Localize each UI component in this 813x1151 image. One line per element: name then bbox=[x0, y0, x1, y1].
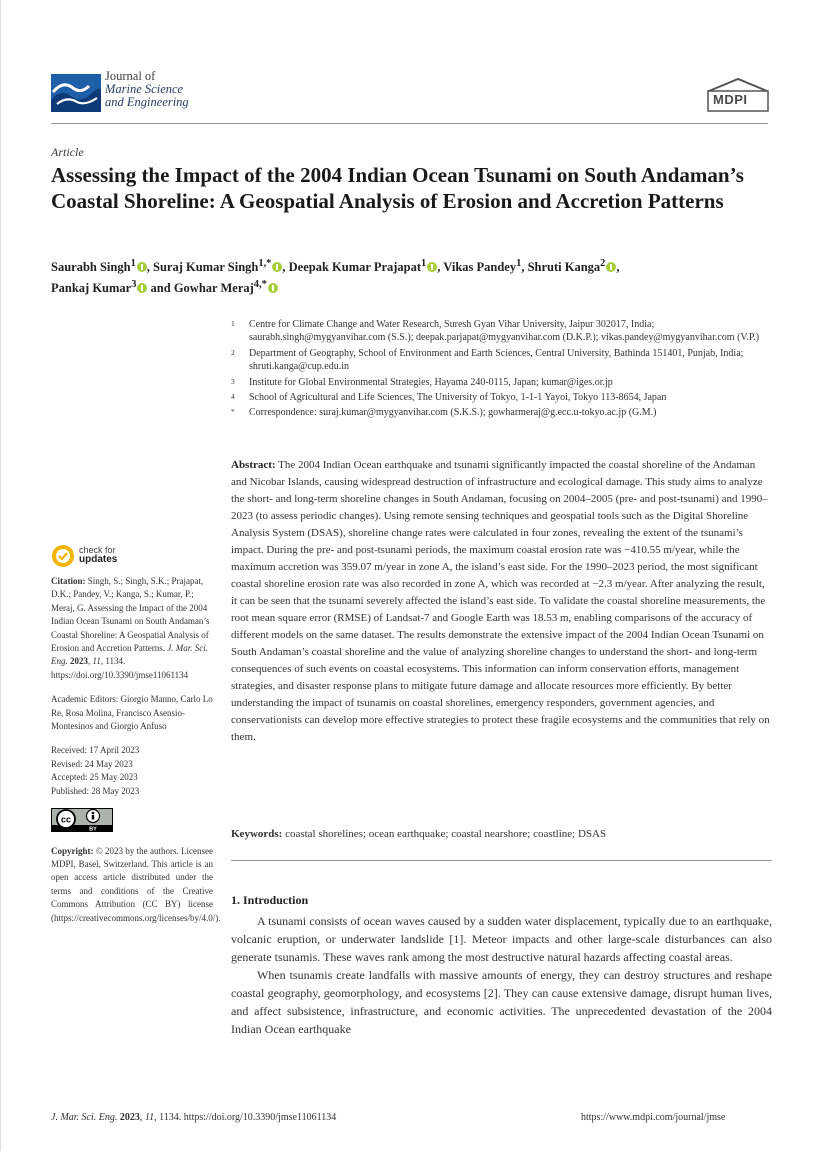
affiliation-item bbox=[231, 391, 771, 404]
author-sup: 2 bbox=[600, 258, 606, 269]
footer-journal-url[interactable]: https://www.mdpi.com/journal/jmse bbox=[581, 1112, 726, 1123]
section-heading: 1. Introduction bbox=[231, 893, 309, 907]
journal-logo-icon bbox=[51, 70, 103, 114]
header-divider bbox=[51, 123, 768, 124]
revised-date: Revised: 24 May 2023 bbox=[51, 758, 133, 769]
cc-text: cc bbox=[60, 814, 72, 825]
author: Pankaj Kumar bbox=[51, 281, 132, 296]
copyright-text: © 2023 by the authors. Licensee MDPI, Basel, Switzerland. This article is an open access article distributed under the terms and conditions of the Creative Commons Attribution (CC BY) license (https://creativecommons.org/licenses/by/4.0/). bbox=[51, 845, 221, 923]
journal-name bbox=[105, 70, 265, 109]
author: Gowhar Meraj bbox=[173, 281, 254, 296]
abstract bbox=[231, 457, 772, 746]
footer-year: 2023 bbox=[119, 1112, 140, 1123]
sidebar bbox=[51, 575, 221, 936]
mdpi-logo-text: MDPI bbox=[713, 92, 748, 107]
article-type: Article bbox=[51, 145, 84, 159]
received-date: Received: 17 April 2023 bbox=[51, 745, 140, 756]
check-line1: check for bbox=[79, 545, 116, 555]
author-sup: 1 bbox=[130, 258, 136, 269]
citation: Citation: Singh, S.; Singh, S.K.; Prajapat, D.K.; Pandey, V.; Kanga, S.; Kumar, P.; Meraj, G. Assessing the Impact of the 2004 Indian Ocean Tsunami on South Andaman’s Coastal Shoreline: A Geospatial Analysis of Erosion and Accretion Patterns. J. Mar. Sci. Eng. 2023, 11, 1134. https://doi.org/10.3390/jmse11061134 bbox=[51, 576, 210, 680]
affiliation-number: 3 bbox=[231, 376, 235, 386]
orcid-icon[interactable] bbox=[272, 262, 282, 272]
cc-by-text: BY bbox=[89, 826, 97, 833]
check-for-updates-badge[interactable] bbox=[51, 544, 171, 570]
affiliation-number: 2 bbox=[231, 347, 235, 357]
keywords bbox=[231, 826, 772, 843]
citation-year: 2023 bbox=[70, 656, 88, 667]
footer-doi[interactable]: , 1134. https://doi.org/10.3390/jmse11061134 bbox=[154, 1112, 337, 1123]
affiliations bbox=[231, 318, 771, 422]
journal-name-line3: and Engineering bbox=[105, 95, 189, 109]
citation-text: Singh, S.; Singh, S.K.; Prajapat, D.K.; Pandey, V.; Kanga, S.; Kumar, P.; Meraj, G. Assessing the Impact of the 2004 Indian Ocean Tsunami on South Andaman’s Coastal Shoreline: A Geospatial Analysis of Erosion and Accretion Patterns. bbox=[51, 576, 210, 654]
check-for-updates-label bbox=[79, 545, 117, 565]
correspondence-text: Correspondence: suraj.kumar@mygyanvihar.com (S.K.S.); gowharmeraj@g.ecc.u-tokyo.ac.jp (G.M.) bbox=[249, 407, 657, 419]
paper-title: Assessing the Impact of the 2004 Indian Ocean Tsunami on South Andaman’s Coastal Shoreline: A Geospatial Analysis of Erosion and Accretion Patterns bbox=[51, 163, 744, 213]
affiliation-text: Institute for Global Environmental Strategies, Hayama 240-0115, Japan; kumar@iges.or.jp bbox=[249, 376, 613, 388]
cc-by-license-icon[interactable] bbox=[51, 808, 113, 832]
author: Suraj Kumar Singh bbox=[153, 260, 259, 275]
keywords-text: coastal shorelines; ocean earthquake; coastal nearshore; coastline; DSAS bbox=[285, 828, 607, 840]
author-sup: 1,* bbox=[258, 258, 272, 269]
author-sup: 1 bbox=[421, 258, 427, 269]
author-sup: 3 bbox=[131, 279, 137, 291]
orcid-icon[interactable] bbox=[606, 262, 616, 272]
author: Deepak Kumar Prajapat bbox=[288, 260, 422, 275]
check-line2: updates bbox=[79, 554, 118, 565]
correspondence bbox=[231, 406, 771, 419]
author: Saurabh Singh bbox=[51, 260, 131, 275]
abstract-text: The 2004 Indian Ocean earthquake and tsunami significantly impacted the coastal shoreline of the Andaman and Nicobar Islands, causing widespread destruction of infrastructure and ecological damage. This study aims to analyze the short- and long-term shoreline changes in South Andaman, focusing on 2004–2005 (pre- and post-tsunami) and 1990–2023 (to assess periodic changes). Using remote sensing techniques and geospatial tools such as the Digital Shoreline Analysis System (DSAS), shoreline change rates were calculated in four zones, revealing the extent of the tsunami’s impact. During the pre- and post-tsunami periods, the maximum coastal erosion rate was −410.55 m/year, while the maximum accretion was 359.07 m/year in zone A, the island’s east side. For the 1990–2023 period, the most significant coastal shoreline erosion rate was also recorded in zone A, which was recorded at −2.3 m/year. After analyzing the result, it can be seen that the tsunami severely affected the island’s east side. To validate the coastal shoreline measurements, the root mean square error (RMSE) of Landsat-7 and Google Earth was 18.53 m, enabling comparisons of the accuracy of different models on the same dataset. The results demonstrate the extensive impact of the 2004 Indian Ocean Tsunami on South Andaman’s coastal shoreline and the value of analyzing shoreline changes to understand the short- and long-term consequences of such events on coastal ecosystems. This information can inform conservation efforts, management strategies, and disaster response plans to mitigate future damage and allocate resources more efficiently. By better understanding the impact of tsunamis on coastal shorelines, emergency responders, government agencies, and conservationists can develop more effective strategies to protect these fragile ecosystems and the communities that rely on them. bbox=[231, 459, 770, 743]
academic-editors: Academic Editors: Giorgio Manno, Carlo Lo Re, Rosa Molina, Francisco Asensio-Montesinos and Giorgio Anfuso bbox=[51, 694, 213, 732]
check-for-updates-icon bbox=[51, 544, 75, 568]
copyright bbox=[51, 845, 221, 925]
affiliation-item bbox=[231, 376, 771, 389]
orcid-icon[interactable] bbox=[268, 283, 278, 293]
author-sup: 1 bbox=[516, 258, 522, 269]
affiliation-text: Centre for Climate Change and Water Research, Suresh Gyan Vihar University, Jaipur 302017, India; saurabh.singh@mygyanvihar.com (S.S.); deepak.parjapat@mygyanvihar.com (D.K.P.); vikas.pandey@mygyanvihar.com (V.P.) bbox=[249, 319, 760, 344]
keywords-label: Keywords: bbox=[231, 828, 283, 840]
author-sup: 4,* bbox=[253, 279, 267, 291]
journal-name-line1: Journal of bbox=[105, 69, 156, 83]
orcid-icon[interactable] bbox=[427, 262, 437, 272]
paragraph: A tsunami consists of ocean waves caused by a sudden water displacement, typically due to an earthquake, volcanic eruption, or underwater landslide [1]. Meteor impacts and other large-scale disturbances can also generate tsunamis. These waves rank among the most destructive natural hazards affecting coastal areas. bbox=[231, 914, 772, 964]
footer-journal: J. Mar. Sci. Eng. bbox=[51, 1112, 118, 1123]
orcid-icon[interactable] bbox=[137, 262, 147, 272]
citation-journal: J. Mar. Sci. Eng. bbox=[51, 643, 208, 667]
publication-dates bbox=[51, 744, 213, 798]
orcid-icon[interactable] bbox=[137, 283, 147, 293]
keywords-divider bbox=[231, 860, 772, 861]
citation-doi[interactable]: , 1134. https://doi.org/10.3390/jmse11061134 bbox=[51, 656, 189, 680]
affiliation-number: 4 bbox=[231, 392, 235, 402]
affiliation-number: 1 bbox=[231, 319, 235, 328]
citation-label: Citation: bbox=[51, 576, 86, 586]
published-date: Published: 28 May 2023 bbox=[51, 785, 140, 796]
affiliation-text: School of Agricultural and Life Sciences, The University of Tokyo, 1-1-1 Yayoi, Tokyo 113-8654, Japan bbox=[249, 392, 667, 404]
author: Shruti Kanga bbox=[527, 260, 601, 275]
intro-body bbox=[231, 912, 772, 1038]
footer-volume: 11 bbox=[144, 1112, 155, 1123]
author: Vikas Pandey bbox=[443, 260, 517, 275]
citation-volume: 11 bbox=[92, 656, 101, 667]
affiliation-item bbox=[231, 318, 771, 345]
author-list: Saurabh Singh$^1$ , Suraj Kumar Singh$^{1,*}$ , Deepak Kumar Prajapat$^1$ , Vikas Pandey$^1$, Shruti Kanga$^2$ , Pankaj Kumar$^3$ and Gowhar Meraj$^{4,*}$ bbox=[51, 258, 620, 296]
footer-citation: J. Mar. Sci. Eng. 2023, 11, 1134. https://doi.org/10.3390/jmse11061134 bbox=[51, 1112, 337, 1123]
affiliation-number: * bbox=[231, 407, 235, 417]
paragraph: When tsunamis create landfalls with massive amounts of energy, they can destroy structures and reshape coastal geography, geomorphology, and ecosystems [2]. They can cause extensive damage, disrupt human lives, and affect subsistence, infrastructure, and economic activities. The unprecedented devastation of the 2004 Indian Ocean earthquake bbox=[231, 968, 772, 1036]
abstract-label: Abstract: bbox=[231, 459, 276, 471]
affiliation-text: Department of Geography, School of Environment and Earth Sciences, Central University, Bathinda 151401, Punjab, India; shruti.kanga@cup.edu.in bbox=[249, 347, 744, 373]
accepted-date: Accepted: 25 May 2023 bbox=[51, 772, 138, 783]
journal-name-line2: Marine Science bbox=[105, 82, 184, 96]
copyright-label: Copyright: bbox=[51, 845, 94, 856]
affiliation-item bbox=[231, 347, 771, 374]
